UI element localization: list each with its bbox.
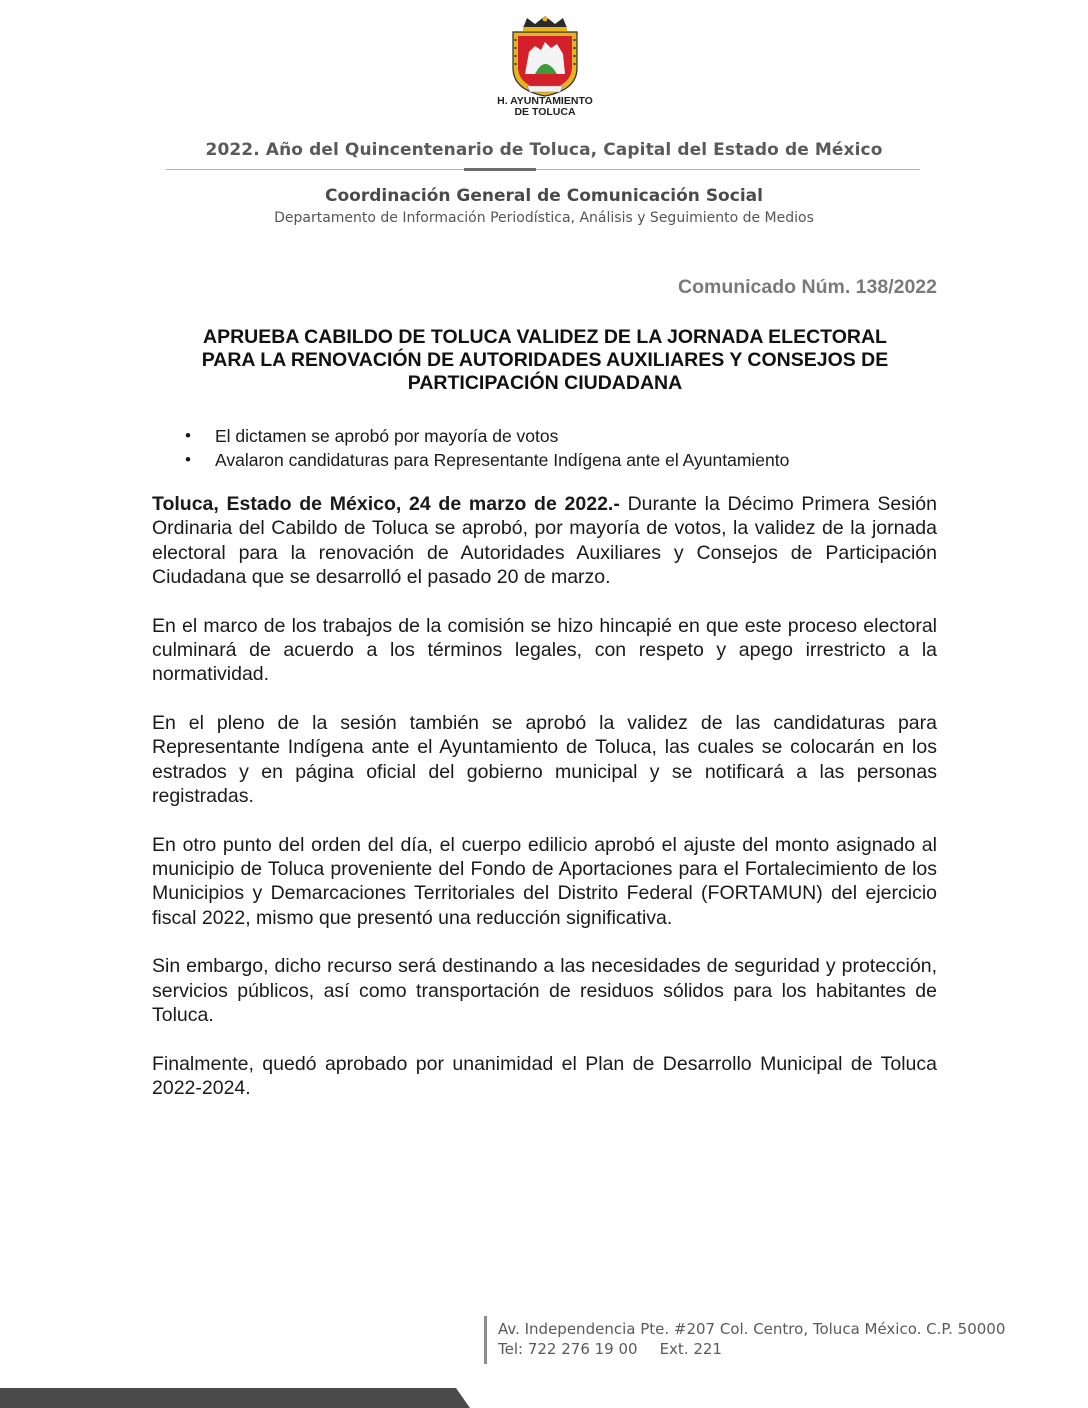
paragraph-1-text: Durante la Décimo Primera Sesión Ordinaria del Cabildo de Toluca se aprobó, por mayoría de votos, la validez de la jornada electoral para la renovación de Autoridades Auxiliares y Consejos de Participación Ciudadana que se desarrolló el pasado 20 de marzo. [152, 493, 937, 588]
separator-line [166, 169, 920, 170]
footer-tel-number: Tel: 722 276 19 00 [498, 1340, 638, 1358]
body-paragraph-4: En otro punto del orden del día, el cuerpo edilicio aprobó el ajuste del monto asignado al municipio de Toluca proveniente del Fondo de Aportaciones para el Fortalecimiento de los Municipios y Demarcaciones Territoriales del Distrito Federal (FORTAMUN) del ejercicio fiscal 2022, mismo que presentó una reducción significativa. [152, 833, 937, 929]
body-paragraph-3: En el pleno de la sesión también se aprobó la validez de las candidaturas para Representante Indígena ante el Ayuntamiento de Toluca, las cuales se colocarán en los estrados y en página oficial del gobierno municipal y se notificará a las personas registradas. [152, 712, 937, 807]
bullet-text: Avalaron candidaturas para Representante Indígena ante el Ayuntamiento [215, 450, 790, 470]
footer-phone [498, 1340, 898, 1358]
body-paragraph-1 [152, 492, 937, 589]
footer-divider [484, 1316, 487, 1364]
bullet-item [152, 424, 938, 448]
footer-extension: Ext. 221 [659, 1340, 722, 1358]
bullet-text: El dictamen se aprobó por mayoría de votos [215, 426, 559, 446]
bullet-item [152, 448, 938, 472]
coordination-title: Coordinación General de Comunicación Social [325, 186, 763, 206]
dateline: Toluca, Estado de México, 24 de marzo de 2022.- [152, 493, 620, 515]
headline-line3: PARTICIPACIÓN CIUDADANA [407, 372, 683, 394]
press-headline [152, 326, 938, 395]
press-release-body [152, 492, 937, 1125]
headline-line2: PARA LA RENOVACIÓN DE AUTORIDADES AUXILIARES Y CONSEJOS DE [201, 349, 889, 371]
footer-address: Av. Independencia Pte. #207 Col. Centro, Toluca México. C.P. 50000 [498, 1320, 1006, 1338]
toluca-coat-of-arms-logo [505, 14, 585, 98]
summary-bullet-list [152, 424, 938, 472]
bullet-dot-icon: • [185, 426, 191, 445]
footer-decorative-strip [0, 1388, 470, 1408]
logo-caption-line1: H. AYUNTAMIENTO [497, 95, 593, 107]
header-separator [166, 168, 920, 172]
bullet-dot-icon: • [185, 450, 191, 469]
logo-caption-line2: DE TOLUCA [514, 106, 576, 118]
body-paragraph-6: Finalmente, quedó aprobado por unanimidad el Plan de Desarrollo Municipal de Toluca 2022-2024. [152, 1052, 937, 1100]
communique-number: Comunicado Núm. 138/2022 [677, 276, 937, 298]
logo-caption [460, 96, 630, 118]
department-subtitle: Departamento de Información Periodística, Análisis y Seguimiento de Medios [274, 210, 814, 226]
body-paragraph-2: En el marco de los trabajos de la comisión se hizo hincapié en que este proceso electoral culminará de acuerdo a los términos legales, con respeto y apego irrestricto a la normatividad. [152, 614, 937, 686]
separator-accent [464, 168, 536, 171]
commemorative-year-line: 2022. Año del Quincentenario de Toluca, Capital del Estado de México [205, 140, 883, 160]
body-paragraph-5: Sin embargo, dicho recurso será destinando a las necesidades de seguridad y protección, servicios públicos, así como transportación de residuos sólidos para los habitantes de Toluca. [152, 955, 937, 1027]
headline-line1: APRUEBA CABILDO DE TOLUCA VALIDEZ DE LA JORNADA ELECTORAL [203, 326, 887, 348]
